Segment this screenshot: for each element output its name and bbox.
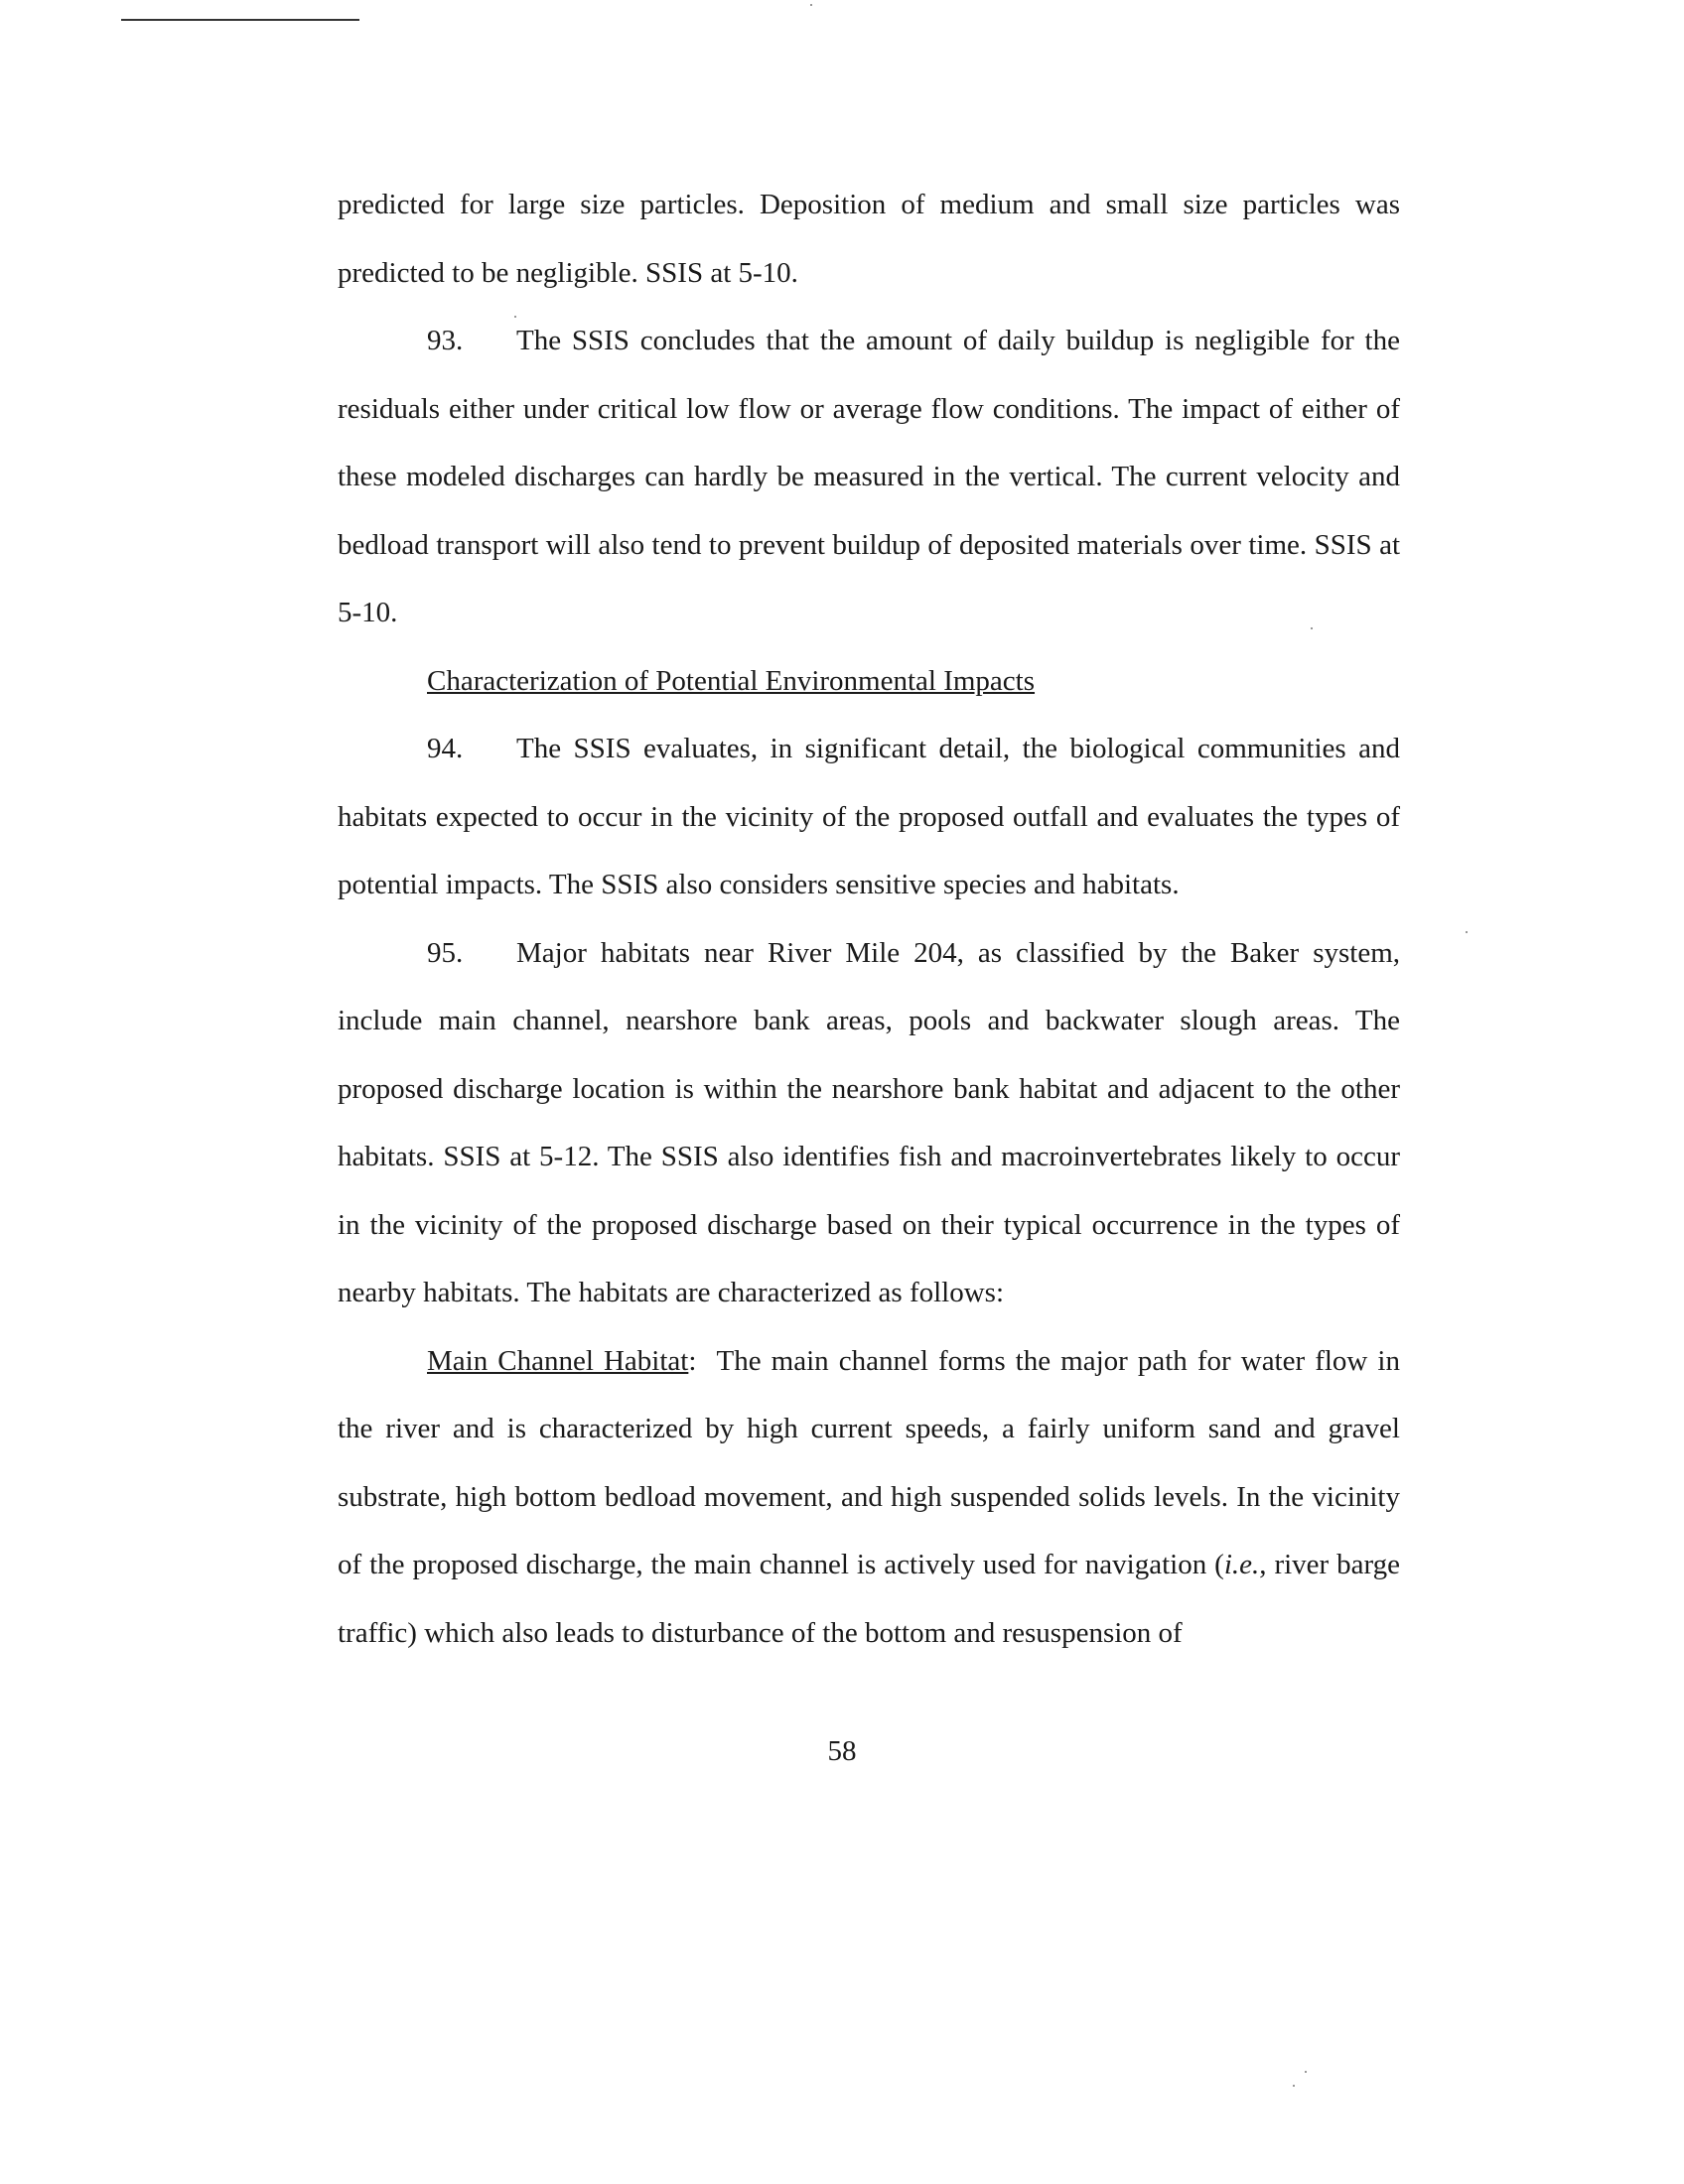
scan-speck: [1305, 2071, 1307, 2073]
paragraph-94: [338, 715, 1400, 919]
paragraph-text: The SSIS concludes that the amount of daily buildup is negligible for the residuals either under critical low flow or average flow conditions. The impact of either of these modeled discharges can hardly be measured in the vertical. The current velocity and bedload transport will also tend to prevent buildup of deposited materials over time. SSIS at 5-10.: [338, 325, 1400, 628]
section-heading-text: Characterization of Potential Environmental Impacts: [427, 664, 1036, 697]
paragraph-text: Major habitats near River Mile 204, as classified by the Baker system, include main channel, nearshore bank areas, pools and backwater slough areas. The proposed discharge location is within the nearshore bank habitat and adjacent to the other habitats. SSIS at 5-12. The SSIS also identifies fish and macroinvertebrates likely to occur in the vicinity of the proposed discharge based on their typical occurrence in the types of nearby habitats. The habitats are characterized as follows:: [338, 936, 1400, 1308]
paragraph-text: The main channel forms the major path for water flow in the river and is characterized by high current speeds, a fairly uniform sand and gravel substrate, high bottom bedload movement, and high suspended solids levels. In the vicinity of the proposed discharge, the main channel is actively used for navigation (: [338, 1344, 1400, 1580]
document-body: [338, 171, 1400, 1667]
paragraph-93: [338, 307, 1400, 647]
paragraph-main-channel-habitat: [338, 1327, 1400, 1668]
paragraph-text: predicted for large size particles. Deposition of medium and small size particles was predicted to be negligible. SSIS at 5-10.: [338, 189, 1400, 289]
scan-speck: [1293, 2085, 1295, 2087]
habitat-label: Main Channel Habitat: [427, 1344, 689, 1377]
scan-speck: [1466, 931, 1468, 933]
page-number: 58: [827, 1735, 857, 1767]
habitat-label-colon: :: [688, 1344, 697, 1377]
paragraph-text-continued: , river barge traffic) which also leads to disturbance of the bottom and resuspension of: [338, 1549, 1401, 1649]
paragraph-number: 93.: [427, 325, 464, 356]
paragraph-text: The SSIS evaluates, in significant detail, the biological communities and habitats expected to occur in the vicinity of the proposed outfall and evaluates the types of potential impacts. The SSIS also considers sensitive species and habitats.: [338, 733, 1400, 900]
section-heading: [338, 647, 1400, 716]
italic-abbreviation: i.e.: [1223, 1549, 1260, 1580]
scan-speck: [810, 4, 812, 6]
paragraph-number: 94.: [427, 733, 464, 764]
top-rule: [121, 19, 359, 21]
paragraph-number: 95.: [427, 936, 464, 969]
paragraph-continuation: [338, 171, 1400, 307]
paragraph-95: [338, 919, 1400, 1327]
